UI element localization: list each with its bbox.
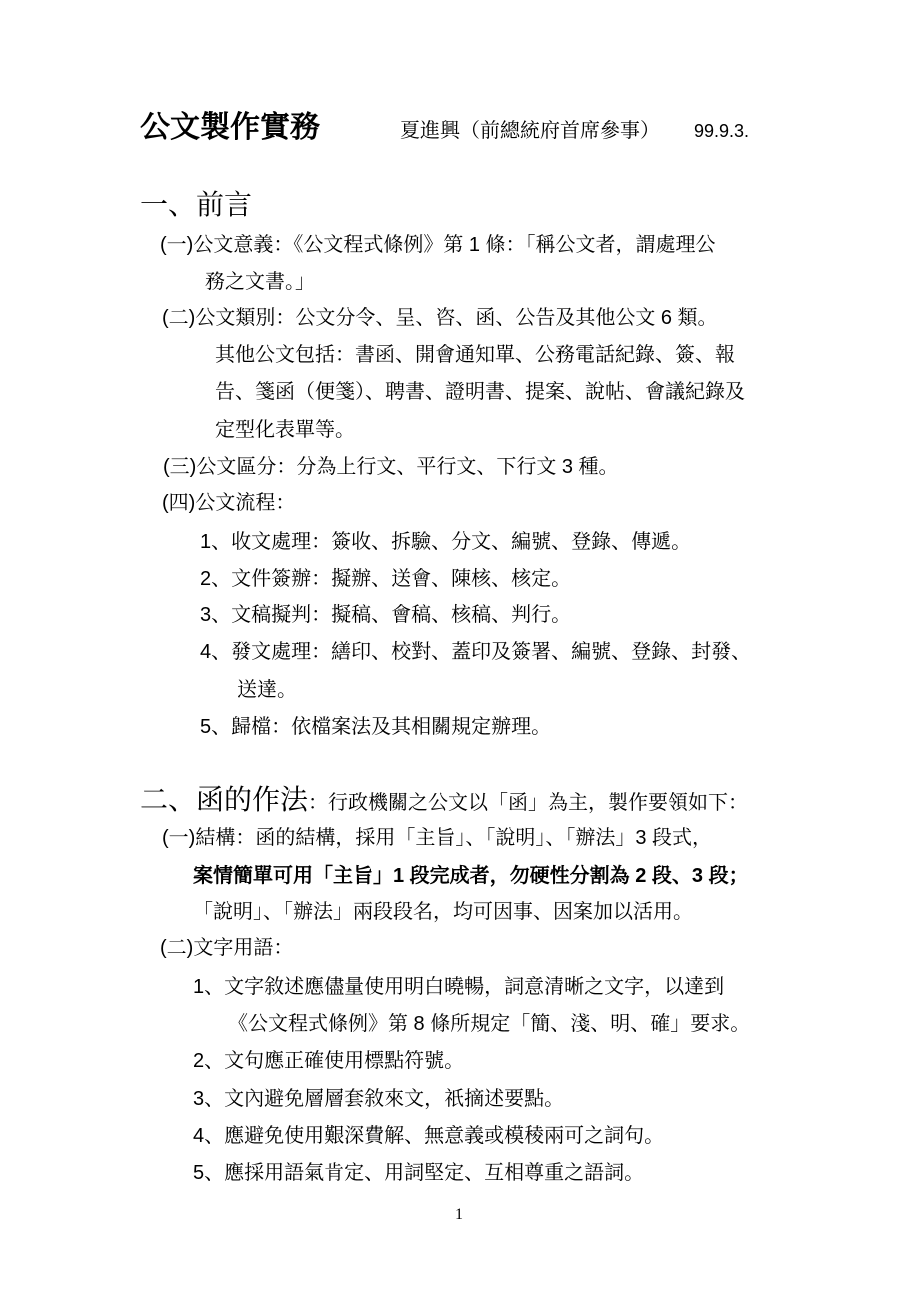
section-intro: ：行政機關之公文以「函」為主，製作要領如下：: [308, 792, 749, 814]
list-item: 1、文字敘述應儘量使用明白曉暢，詞意清晰之文字，以達到: [193, 976, 725, 998]
paragraph-line: (一)公文意義：《公文程式條例》第 1 條：「稱公文者，謂處理公: [160, 234, 716, 256]
paragraph-line: (二)公文類別：公文分令、呈、咨、函、公告及其他公文 6 類。: [162, 307, 718, 329]
list-item: 3、文稿擬判：擬稿、會稿、核稿、判行。: [200, 604, 572, 626]
list-item: 2、文件簽辦：擬辦、送會、陳核、核定。: [200, 568, 572, 590]
paragraph-line: 「說明」、「辦法」兩段段名，均可因事、因案加以活用。: [193, 901, 693, 923]
document-title: 公文製作實務: [140, 111, 320, 144]
paragraph-line: (一)結構：函的結構，採用「主旨」、「說明」、「辦法」3 段式，: [162, 827, 712, 849]
paragraph-line: (二)文字用語：: [160, 937, 294, 959]
page-number: 1: [455, 1206, 463, 1223]
date: 99.9.3.: [694, 121, 750, 141]
paragraph-line: 告、箋函（便箋）、聘書、證明書、提案、說帖、會議紀錄及: [215, 381, 745, 403]
section-heading: 一、前言: [140, 189, 253, 220]
paragraph-line-bold: 案情簡單可用「主旨」1 段完成者，勿硬性分割為 2 段、3 段；: [193, 865, 749, 887]
paragraph-line: 定型化表單等。: [215, 419, 355, 441]
list-item: 送達。: [237, 679, 297, 701]
paragraph-line: 務之文書。」: [205, 271, 315, 293]
list-item: 1、收文處理：簽收、拆驗、分文、編號、登錄、傳遞。: [200, 531, 692, 553]
paragraph-line: 其他公文包括：書函、開會通知單、公務電話紀錄、簽、報: [215, 344, 735, 366]
author: 夏進興（前總統府首席參事）: [400, 120, 660, 142]
paragraph-line: (三)公文區分：分為上行文、平行文、下行文 3 種。: [163, 456, 619, 478]
section-heading-line: [140, 782, 748, 818]
paragraph-line: (四)公文流程：: [162, 492, 296, 514]
list-item: 3、文內避免層層套敘來文，祇摘述要點。: [193, 1088, 565, 1110]
list-item: 5、應採用語氣肯定、用詞堅定、互相尊重之語詞。: [193, 1162, 645, 1184]
section-heading: 二、函的作法: [140, 784, 309, 815]
list-item: 4、發文處理：繕印、校對、蓋印及簽署、編號、登錄、封發、: [200, 641, 752, 663]
list-item: 4、應避免使用艱深費解、無意義或模稜兩可之詞句。: [193, 1125, 665, 1147]
list-item: 《公文程式條例》第 8 條所規定「簡、淺、明、確」要求。: [228, 1013, 751, 1035]
list-item: 5、歸檔：依檔案法及其相關規定辦理。: [200, 716, 552, 738]
list-item: 2、文句應正確使用標點符號。: [193, 1050, 465, 1072]
